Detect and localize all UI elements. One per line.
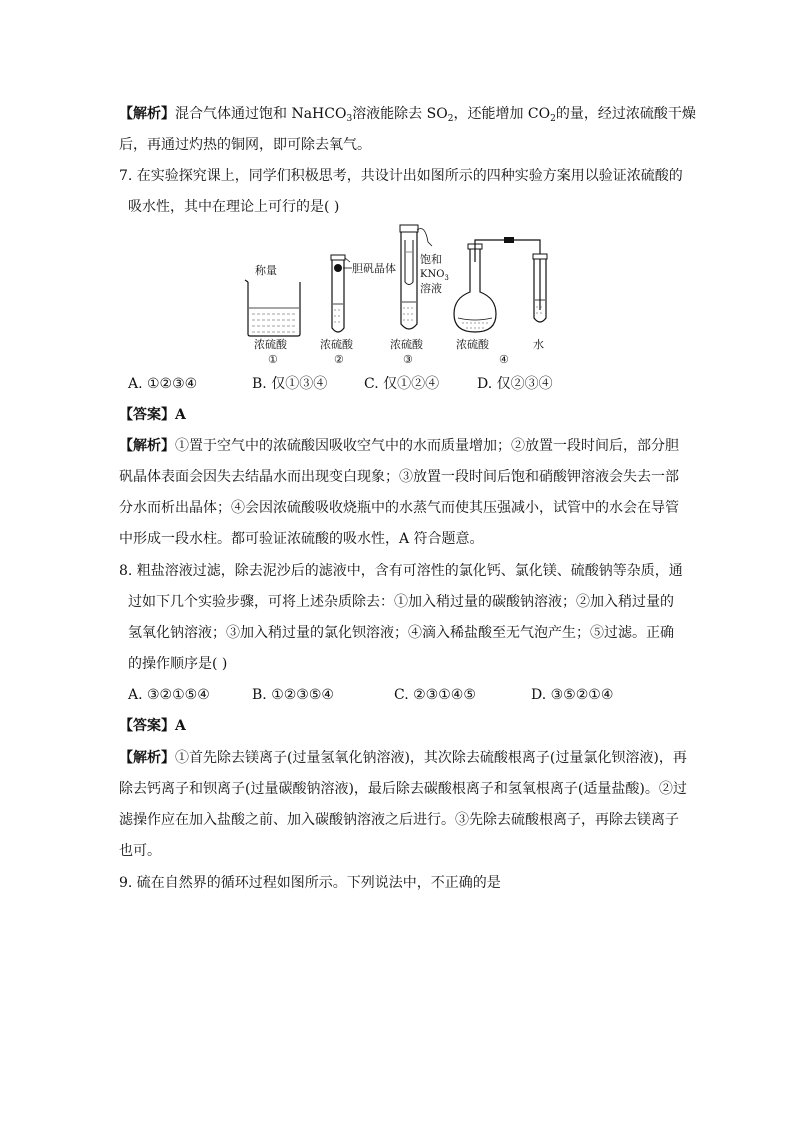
q8-stem-line-2: 过如下几个实验步骤，可将上述杂质除去：①加入稍过量的碳酸钠溶液；②加入稍过量的 xyxy=(128,594,674,610)
kno3-label: $KNO_3$ xyxy=(420,269,449,282)
rubber-joint xyxy=(504,237,514,243)
q8-option-a: A. ③②①⑤④ xyxy=(128,687,210,703)
flask-liquid-surface xyxy=(458,318,492,320)
acid-label-1: 浓硫酸 xyxy=(254,338,287,351)
outer-test-tube xyxy=(401,232,417,329)
q7-stem-line-1: 7. 在实验探究课上，同学们积极思考，共设计出如图所示的四种实验方案用以验证浓硫酸的 xyxy=(119,168,683,184)
acid-label-3: 浓硫酸 xyxy=(390,338,423,351)
q7-analysis-line-4: 中形成一段水柱。都可验证浓硫酸的吸水性，A 符合题意。 xyxy=(119,531,484,547)
crystal-dot xyxy=(334,264,342,272)
q9-stem-line-1: 9. 硫在自然界的循环过程如图所示。下列说法中，不正确的是 xyxy=(119,875,501,891)
beaker-shape xyxy=(248,282,300,336)
q8-answer: 【答案】A xyxy=(119,718,186,734)
q8-option-b: B. ①②③⑤④ xyxy=(252,687,334,703)
beaker-lip xyxy=(245,280,248,282)
tube-stopper xyxy=(400,225,418,232)
q7-option-b: B. 仅①③④ xyxy=(252,376,328,392)
q8-option-c: C. ②③①④⑤ xyxy=(394,687,476,703)
inner-test-tube xyxy=(405,240,413,285)
q8-analysis-line-1: 【解析】①首先除去镁离子(过量氢氧化钠溶液)，其次除去硫酸根离子(过量氯化钡溶液)，再 xyxy=(119,750,687,766)
analysis-tag: 【解析】 xyxy=(119,750,175,766)
number-1: ① xyxy=(268,353,278,366)
label-pointer xyxy=(417,229,432,247)
q8-analysis-line-4: 也可。 xyxy=(119,843,161,859)
connecting-tube xyxy=(475,240,540,310)
q7-stem-line-2: 吸水性，其中在理论上可行的是( ) xyxy=(128,199,340,215)
q6-analysis-line-1: 【解析】混合气体通过饱和 NaHCO$_3$溶液能除去 $SO_2$，还能增加 $CO_2$的量，经过浓硫酸干燥 xyxy=(119,106,696,124)
q8-stem-line-1: 8. 粗盐溶液过滤，除去泥沙后的滤液中，含有可溶性的氯化钙、氯化镁、硫酸钠等杂质，通 xyxy=(119,563,683,579)
q7-option-c: C. 仅①②④ xyxy=(364,376,440,392)
q7-option-d: D. 仅②③④ xyxy=(477,376,553,392)
q7-analysis-line-1: 【解析】①置于空气中的浓硫酸因吸收空气中的水而质量增加；②放置一段时间后，部分胆 xyxy=(119,438,679,454)
weigh-label: 称量 xyxy=(255,264,277,277)
q6-analysis-line-2: 后，再通过灼热的铜网，即可除去氧气。 xyxy=(119,137,371,153)
water-label: 水 xyxy=(533,338,544,351)
q8-stem-line-3: 氢氧化钠溶液；③加入稍过量的氯化钡溶液；④滴入稀盐酸至无气泡产生；⑤过滤。正确 xyxy=(128,625,674,641)
solution-label: 溶液 xyxy=(420,282,442,295)
q7-analysis-line-2: 矾晶体表面会因失去结晶水而出现变白现象；③放置一段时间后饱和硝酸钾溶液会失去一部 xyxy=(119,469,679,485)
crystal-label: 胆矾晶体 xyxy=(352,262,396,275)
analysis-tag: 【解析】 xyxy=(119,106,175,122)
q8-analysis-line-3: 滤操作应在加入盐酸之前、加入碳酸钠溶液之后进行。③先除去硫酸根离子，再除去镁离子 xyxy=(119,812,679,828)
number-4: ④ xyxy=(499,353,509,366)
acid-label-2: 浓硫酸 xyxy=(320,338,353,351)
q8-analysis-line-2: 除去钙离子和钡离子(过量碳酸钠溶液)，最后除去碳酸根离子和氢氧根离子(适量盐酸)。②过 xyxy=(119,781,687,797)
q7-answer: 【答案】A xyxy=(119,407,186,423)
q7-analysis-line-3: 分水而析出晶体；④会因浓硫酸吸收烧瓶中的水蒸气而使其压强减小，试管中的水会在导管 xyxy=(119,500,679,516)
hanger-wire xyxy=(345,258,350,262)
tube-stopper xyxy=(533,254,547,259)
analysis-tag: 【解析】 xyxy=(119,438,175,454)
q7-apparatus-figure xyxy=(240,222,570,372)
tube-stopper xyxy=(331,255,345,260)
saturated-label: 饱和 xyxy=(420,253,442,266)
acid-label-4: 浓硫酸 xyxy=(456,338,489,351)
number-3: ③ xyxy=(403,353,413,366)
number-2: ② xyxy=(334,353,344,366)
q8-option-d: D. ③⑤②①④ xyxy=(531,687,614,703)
q7-option-a: A. ①②③④ xyxy=(128,376,198,392)
q8-stem-line-4: 的操作顺序是( ) xyxy=(128,656,228,672)
